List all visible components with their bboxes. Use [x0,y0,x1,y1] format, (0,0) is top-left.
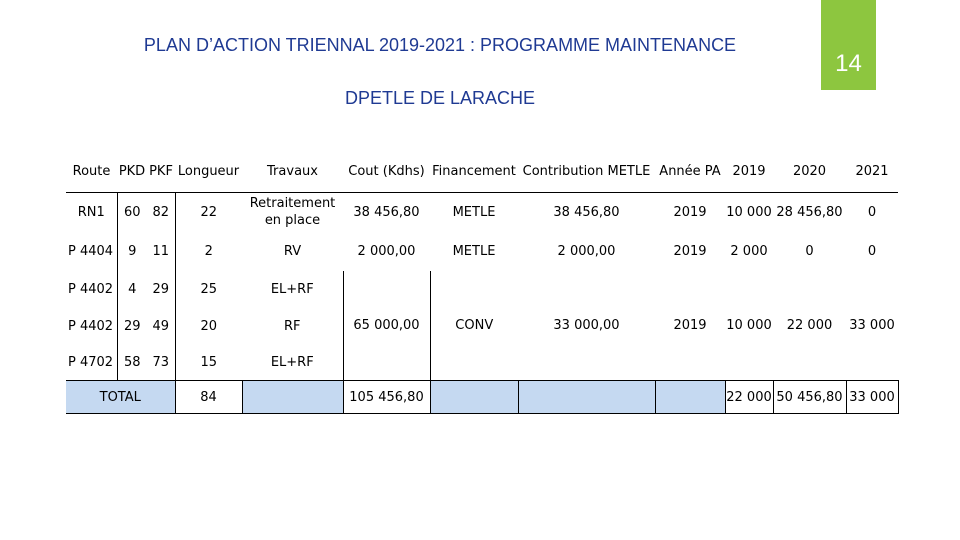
table-row [66,271,898,308]
total-contribution-empty [518,381,655,414]
cell-pkf: 82 [147,193,175,232]
header-2019: 2019 [725,150,773,193]
total-travaux-empty [242,381,343,414]
page-number-badge [821,0,876,90]
total-2021: 33 000 [846,381,898,414]
cell-pkd: 4 [128,282,137,297]
cell-route: P 4402 [66,308,117,344]
cell-travaux: RF [283,318,301,334]
page-title: PLAN D’ACTION TRIENNAL 2019-2021 : PROGRAMME MAINTENANCE [143,35,737,55]
table-header-row [66,150,898,193]
total-label: TOTAL [66,381,175,414]
cell-pkf: 29 [147,271,175,308]
cell-2020: 0 [805,243,814,259]
table-row [66,193,898,232]
total-financement-empty [430,381,518,414]
cell-longueur: 20 [200,318,218,334]
maintenance-table [66,150,899,414]
cell-longueur: 2 [204,243,213,259]
header-cout: Cout (Kdhs) [343,150,430,193]
cell-financement: METLE [452,243,496,259]
cell-route: RN1 [66,193,117,232]
cell-pkf: 49 [147,308,175,344]
cell-2019: 2 000 [730,243,768,259]
total-row [66,381,898,414]
cell-pkf: 73 [147,344,175,381]
cell-annee: 2019 [673,243,707,259]
header-annee-pa: Année PA [655,150,725,193]
group-financement: CONV [430,271,518,381]
group-2021: 33 000 [849,318,895,333]
table-row [66,231,898,271]
total-cout: 105 456,80 [343,381,430,414]
header-2021: 2021 [846,150,898,193]
header-route: Route [66,150,117,193]
cell-travaux: EL+RF [270,282,314,297]
cell-financement: METLE [452,204,496,220]
group-cout: 65 000,00 [343,271,430,381]
group-annee: 2019 [673,318,707,333]
cell-longueur: 25 [200,282,218,297]
cell-2020: 28 456,80 [776,204,843,220]
total-longueur: 84 [175,381,242,414]
cell-2021: 0 [867,243,877,259]
header-financement: Financement [430,150,518,193]
total-2020: 50 456,80 [773,381,846,414]
cell-cout: 2 000,00 [357,243,416,259]
cell-travaux: RV [283,243,302,259]
cell-pkd: 29 [123,318,141,334]
cell-contribution: 2 000,00 [557,243,616,259]
group-2019: 10 000 [726,318,772,333]
header-longueur: Longueur [175,150,242,193]
cell-contribution: 38 456,80 [553,204,620,220]
cell-route: P 4402 [66,271,117,308]
cell-longueur: 15 [200,354,218,370]
page-number: 14 [835,50,862,77]
cell-pkd: 9 [128,243,137,259]
cell-pkd: 58 [123,354,141,370]
header-2020: 2020 [773,150,846,193]
cell-route: P 4404 [66,231,117,271]
cell-cout: 38 456,80 [353,204,420,220]
cell-pkf: 11 [147,231,175,271]
page-subtitle: DPETLE DE LARACHE [344,88,536,108]
header-pkd: PKD [117,150,147,193]
group-2020: 22 000 [786,318,833,333]
cell-annee: 2019 [673,204,707,220]
total-2019: 22 000 [725,381,773,414]
group-contribution: 33 000,00 [553,318,620,333]
cell-route: P 4702 [66,344,117,381]
cell-longueur: 22 [200,204,218,220]
cell-travaux: Retraitement en place [249,196,336,228]
cell-pkd: 60 [123,204,141,220]
header-travaux: Travaux [242,150,343,193]
header-contribution: Contribution METLE [518,150,655,193]
header-pkf: PKF [147,150,175,193]
cell-2019: 10 000 [726,204,772,220]
cell-travaux: EL+RF [270,354,314,370]
cell-2021: 0 [867,204,877,220]
total-annee-empty [655,381,725,414]
